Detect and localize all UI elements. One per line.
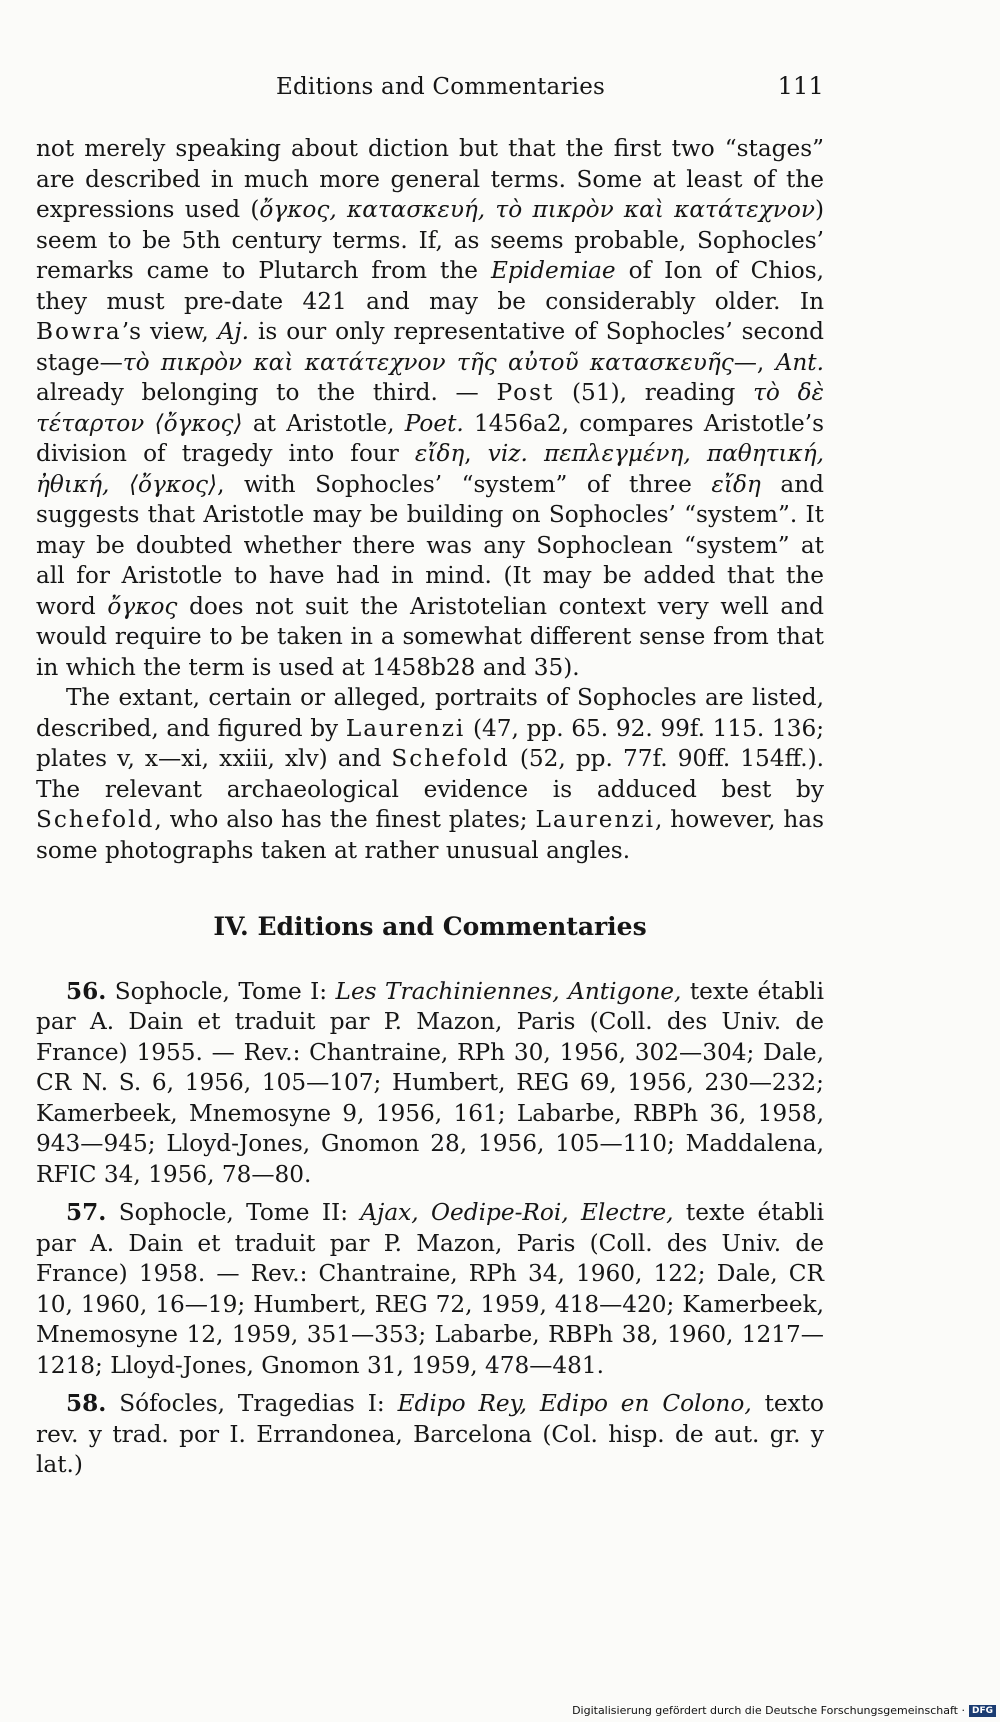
paragraph-portraits: The extant, certain or alleged, portraits of Sophocles are listed, described, and figured by Laurenzi (47, pp. 65. 92. 99f. 115. 136; plates v, x—xi, xxiii, xlv) and Schefold (52, pp. 77f. 90ff. 154ff.). The relevant archaeological evidence is adduced best by Schefold, who also has the finest plates; Laurenzi, however, has some photographs taken at rather unusual angles. <box>36 684 825 864</box>
section-heading: IV. Editions and Commentaries <box>213 912 647 941</box>
dfg-logo: DFG <box>969 1705 996 1717</box>
page-number: 111 <box>777 72 824 100</box>
bibliography-entry-57: 57. Sophocle, Tome II: Ajax, Oedipe-Roi, Electre, texte établi par A. Dain et traduit par P. Mazon, Paris (Coll. des Univ. de France) 1958. — Rev.: Chantraine, RPh 34, 1960, 122; Dale, CR 10, 1960, 16—19; Humbert, REG 72, 1959, 418—420; Kamerbeek, Mnemosyne 12, 1959, 351—353; Labarbe, RBPh 38, 1960, 1217—1218; Lloyd-Jones, Gnomon 31, 1959, 478—481. <box>36 1199 825 1379</box>
page-body <box>36 134 824 1489</box>
bibliography-entry-56: 56. Sophocle, Tome I: Les Trachiniennes, Antigone, texte établi par A. Dain et traduit par P. Mazon, Paris (Coll. des Univ. de France) 1955. — Rev.: Chantraine, RPh 30, 1956, 302—304; Dale, CR N. S. 6, 1956, 105—107; Humbert, REG 69, 1956, 230—232; Kamerbeek, Mnemosyne 9, 1956, 161; Labarbe, RBPh 36, 1958, 943—945; Lloyd-Jones, Gnomon 28, 1956, 105—110; Maddalena, RFIC 34, 1956, 78—80. <box>36 977 824 1188</box>
bibliography-entry-58: 58. Sófocles, Tragedias I: Edipo Rey, Edipo en Colono, texto rev. y trad. por I. Errandonea, Barcelona (Col. hisp. de aut. gr. y lat.) <box>36 1390 824 1478</box>
running-header <box>36 72 824 100</box>
running-title: Editions and Commentaries <box>276 74 606 100</box>
credit-text: Digitalisierung gefördert durch die Deutsche Forschungsgemeinschaft · <box>572 1704 965 1717</box>
paragraph-sophocles-stages: not merely speaking about diction but that the first two “stages” are described in much more general terms. Some at least of the expressions used (ὄγκος, κατασκευή, τὸ πικρὸν καὶ κατάτεχνον) seem to be 5th century terms. If, as seems probable, Sophocles’ remarks came to Plutarch from the Epidemiae of Ion of Chios, they must pre-date 421 and may be considerably older. In Bowra’s view, Aj. is our only representative of Sophocles’ second stage—τὸ πικρὸν καὶ κατάτεχνον τῆς αὐτοῦ κατασκευῆς—, Ant. already belonging to the third. — Post (51), reading τὸ δὲ τέταρτον ⟨ὄγκος⟩ at Aristotle, Poet. 1456a2, compares Aristotle’s division of tragedy into four εἴδη, viz. πεπλεγμένη, παθητική, ἠθική, ⟨ὄγκος⟩, with Sophocles’ “system” of three εἴδη and suggests that Aristotle may be building on Sophocles’ “system”. It may be doubted whether there was any Sophoclean “system” at all for Aristotle to have had in mind. (It may be added that the word ὄγκος does not suit the Aristotelian context very well and would require to be taken in a somewhat different sense from that in which the term is used at 1458b28 and 35). <box>36 135 825 681</box>
digitization-credit <box>572 1704 996 1717</box>
